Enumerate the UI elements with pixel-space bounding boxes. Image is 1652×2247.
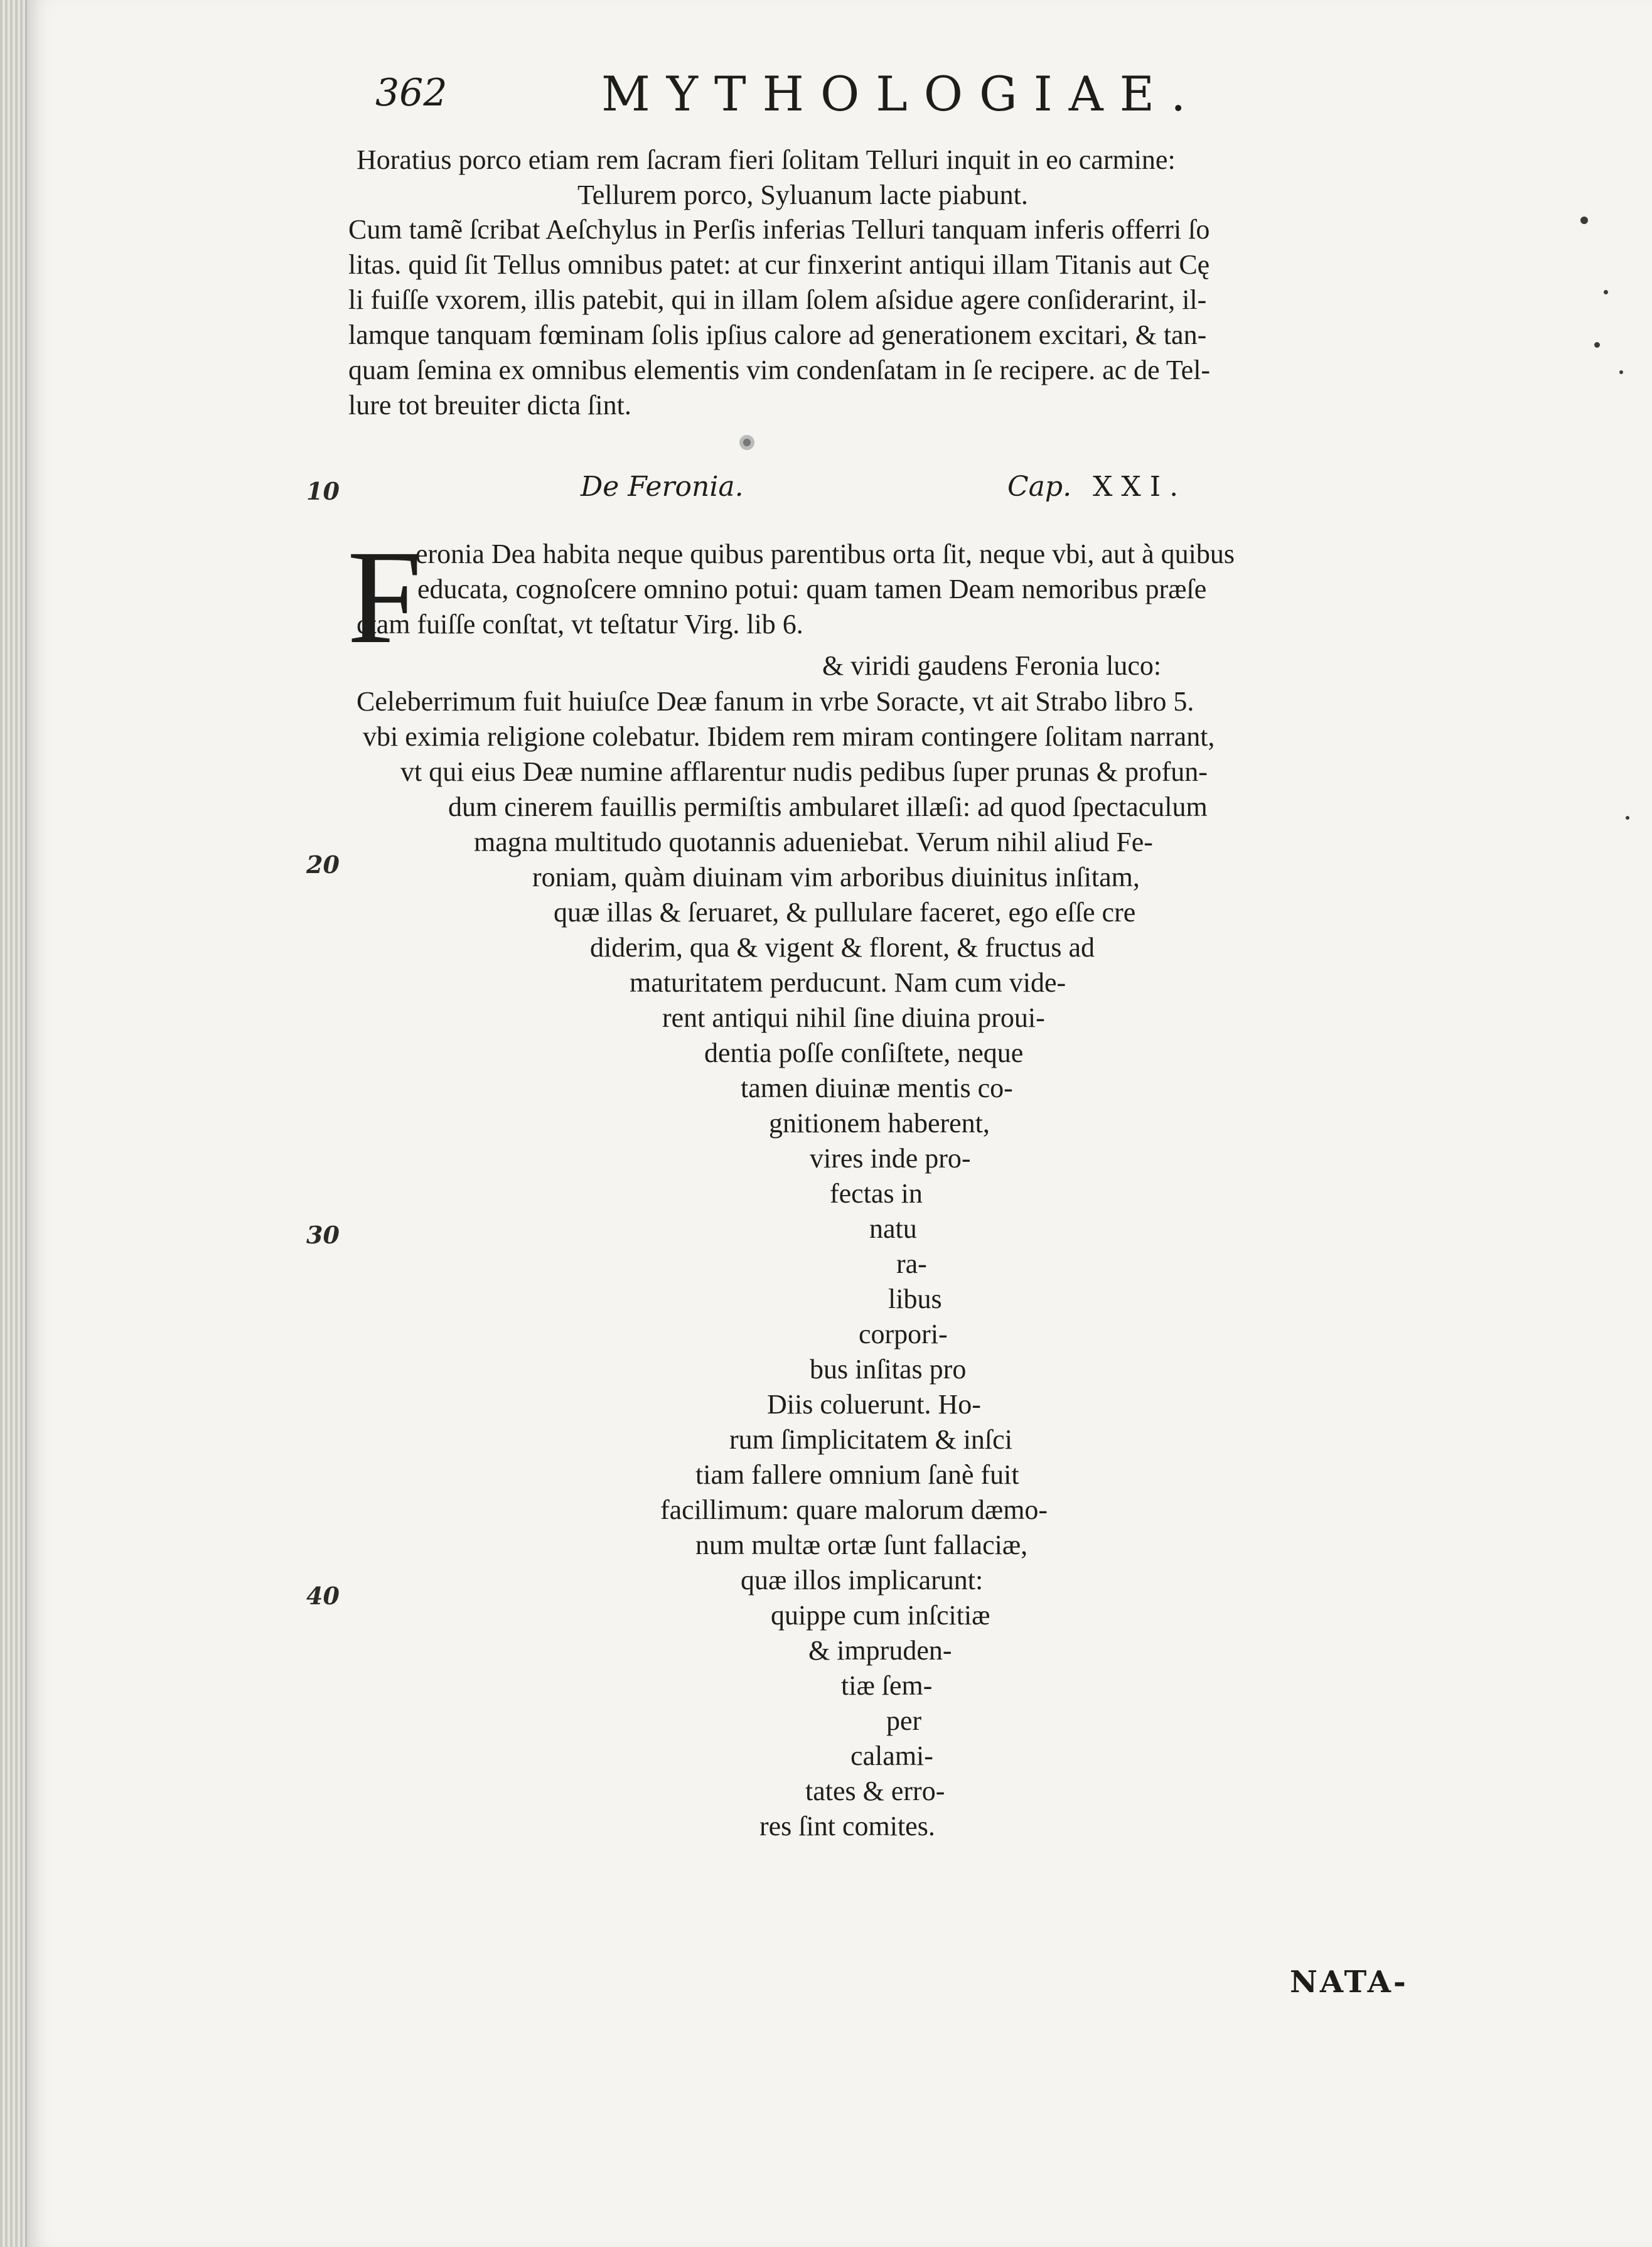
chapter-number <box>1007 471 1187 503</box>
text-line: educata, cognoſcere omnino potui: quam tamen Deam nemoribus præſe <box>417 574 1207 604</box>
text-line: num multæ ortæ ſunt fallaciæ, <box>695 1530 1028 1560</box>
ink-speck <box>1580 217 1588 224</box>
text-line: roniam, quàm diuinam vim arboribus diuinitus inſitam, <box>532 862 1140 893</box>
text-line: vires inde pro- <box>810 1143 971 1174</box>
text-line: ra- <box>896 1248 927 1279</box>
text-line: vt qui eius Deæ numine afflarentur nudis pedibus ſuper prunas & profun- <box>400 756 1208 787</box>
text-line: quam ſemina ex omnibus elementis vim condenſatam in ſe recipere. ac de Tel- <box>348 355 1211 385</box>
text-line: res ſint comites. <box>759 1811 935 1842</box>
text-line: bus inſitas pro <box>810 1354 967 1385</box>
text-line: natu <box>869 1213 917 1244</box>
page-edge-binding <box>0 0 25 2247</box>
text-line: & impruden- <box>808 1635 952 1666</box>
text-line: tiam fallere omnium ſanè fuit <box>695 1459 1019 1490</box>
text-line: dum cinerem fauillis permiſtis ambularet illæſi: ad quod ſpectaculum <box>448 791 1208 822</box>
margin-line-number: 10 <box>306 477 340 505</box>
text-line: Celeberrimum fuit huiuſce Deæ fanum in vrbe Soracte, vt ait Strabo libro 5. <box>357 686 1194 717</box>
text-line: rum ſimplicitatem & inſci <box>729 1424 1012 1455</box>
ink-speck <box>1594 342 1600 348</box>
text-line: quæ illos implicarunt: <box>741 1565 984 1595</box>
drop-capital: F <box>347 523 422 672</box>
text-line: fectas in <box>830 1178 923 1209</box>
text-line: quæ illas & ſeruaret, & pullulare faceret, ego eſſe cre <box>554 897 1136 928</box>
ink-speck <box>1604 290 1608 294</box>
text-line: lamque tanquam fœminam ſolis ipſius calore ad generationem excitari, & tan- <box>348 319 1207 350</box>
margin-line-number: 20 <box>306 850 340 879</box>
text-line: litas. quid ſit Tellus omnibus patet: at cur finxerint antiqui illam Titanis aut Cę <box>348 249 1210 280</box>
text-line: Cum tamẽ ſcribat Aeſchylus in Perſis inferias Telluri tanquam inferis offerri ſo <box>348 214 1210 245</box>
text-line: eronia Dea habita neque quibus parentibus orta ſit, neque vbi, aut à quibus <box>416 539 1235 569</box>
text-line: rent antiqui nihil ſine diuina proui- <box>662 1002 1045 1033</box>
text-line: li fuiſſe vxorem, illis patebit, qui in illam ſolem aſsidue agere conſiderarint, il- <box>348 284 1207 315</box>
text-line: diderim, qua & vigent & florent, & fructus ad <box>590 932 1095 963</box>
text-line: tiæ ſem- <box>841 1670 933 1701</box>
cap-number: XXI. <box>1093 471 1188 503</box>
text-line: quippe cum inſcitiæ <box>771 1600 990 1631</box>
text-line: corpori- <box>859 1319 948 1349</box>
verse-line: Tellurem porco, Syluanum lacte piabunt. <box>577 180 1028 210</box>
text-line: gnitionem haberent, <box>769 1108 990 1139</box>
text-line: dentia poſſe conſiſtete, neque <box>704 1038 1024 1068</box>
text-line: lure tot breuiter dicta ſint. <box>348 390 631 421</box>
ink-speck <box>1619 370 1623 374</box>
cap-label: Cap. <box>1007 471 1072 503</box>
text-line: facillimum: quare malorum dæmo- <box>660 1494 1048 1525</box>
chapter-title: De Feronia. <box>581 471 744 503</box>
text-line: Horatius porco etiam rem ſacram fieri ſolitam Telluri inquit in eo carmine: <box>357 144 1176 175</box>
running-title: MYTHOLOGIAE. <box>601 66 1203 122</box>
text-line: calami- <box>850 1740 933 1771</box>
running-head <box>375 66 1260 122</box>
text-line: tamen diuinæ mentis co- <box>741 1073 1013 1103</box>
ink-speck <box>1626 816 1629 820</box>
margin-line-number: 40 <box>306 1582 340 1610</box>
verse-line: & viridi gaudens Feronia luco: <box>822 650 1162 681</box>
margin-line-number: 30 <box>306 1221 340 1249</box>
catchword: NATA- <box>1290 1965 1408 2000</box>
text-line: maturitatem perducunt. Nam cum vide- <box>630 967 1066 998</box>
page-number: 362 <box>375 71 448 115</box>
text-line: ctam fuiſſe conſtat, vt teſtatur Virg. lib 6. <box>357 609 803 640</box>
text-line: libus <box>888 1284 942 1314</box>
text-line: tates & erro- <box>805 1776 945 1806</box>
text-line: vbi eximia religione colebatur. Ibidem rem miram contingere ſolitam narrant, <box>363 721 1215 752</box>
text-line: Diis coluerunt. Ho- <box>767 1389 981 1420</box>
ornament-mark <box>738 434 756 451</box>
text-line: per <box>886 1705 922 1736</box>
text-line: magna multitudo quotannis adueniebat. Verum nihil aliud Fe- <box>474 827 1153 857</box>
